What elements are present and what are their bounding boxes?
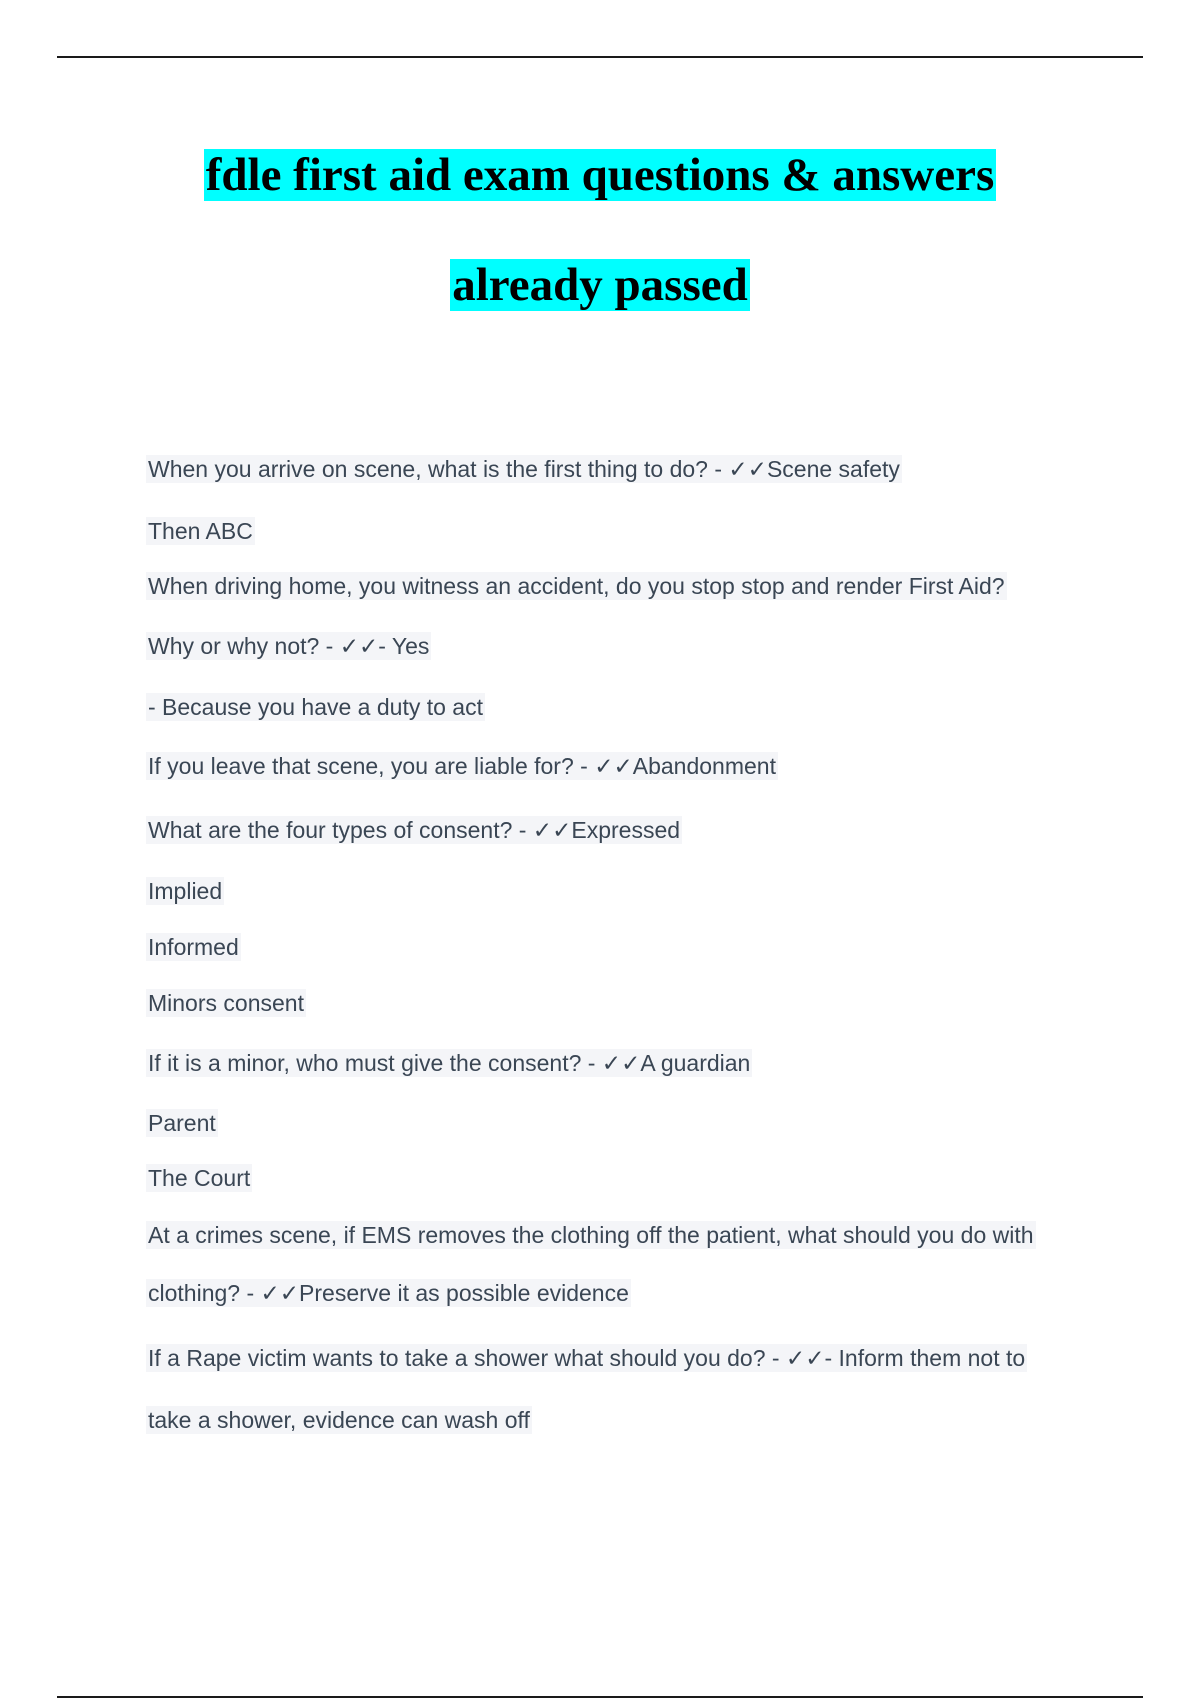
qa-line: If a Rape victim wants to take a shower what should you do? - ✓✓- Inform them not to — [148, 1345, 1026, 1371]
qa-line: The Court — [148, 1165, 251, 1191]
document-title-line-2 — [0, 256, 1200, 314]
title-highlight-1: fdle first aid exam questions & answers — [205, 149, 995, 201]
qa-line: At a crimes scene, if EMS removes the clothing off the patient, what should you do with — [148, 1222, 1034, 1248]
bottom-rule — [57, 1696, 1143, 1698]
qa-line: Informed — [148, 934, 239, 960]
qa-line: Implied — [148, 878, 223, 904]
top-rule — [57, 56, 1143, 58]
qa-line: - Because you have a duty to act — [148, 694, 483, 720]
title-highlight-2: already passed — [452, 259, 748, 311]
qa-line: If it is a minor, who must give the consent? - ✓✓A guardian — [148, 1050, 751, 1076]
qa-line: What are the four types of consent? - ✓✓Expressed — [148, 817, 681, 843]
qa-line: If you leave that scene, you are liable for? - ✓✓Abandonment — [148, 753, 776, 779]
qa-line: take a shower, evidence can wash off — [148, 1407, 530, 1433]
qa-line: When you arrive on scene, what is the first thing to do? - ✓✓Scene safety — [148, 456, 900, 482]
qa-line: Minors consent — [148, 990, 304, 1016]
qa-line: clothing? - ✓✓Preserve it as possible evidence — [148, 1280, 629, 1306]
qa-line: When driving home, you witness an accident, do you stop stop and render First Aid? — [148, 573, 1005, 599]
qa-line: Parent — [148, 1110, 216, 1136]
document-title-line-1 — [0, 146, 1200, 204]
qa-line: Then ABC — [148, 518, 253, 544]
qa-line: Why or why not? - ✓✓- Yes — [148, 633, 430, 659]
